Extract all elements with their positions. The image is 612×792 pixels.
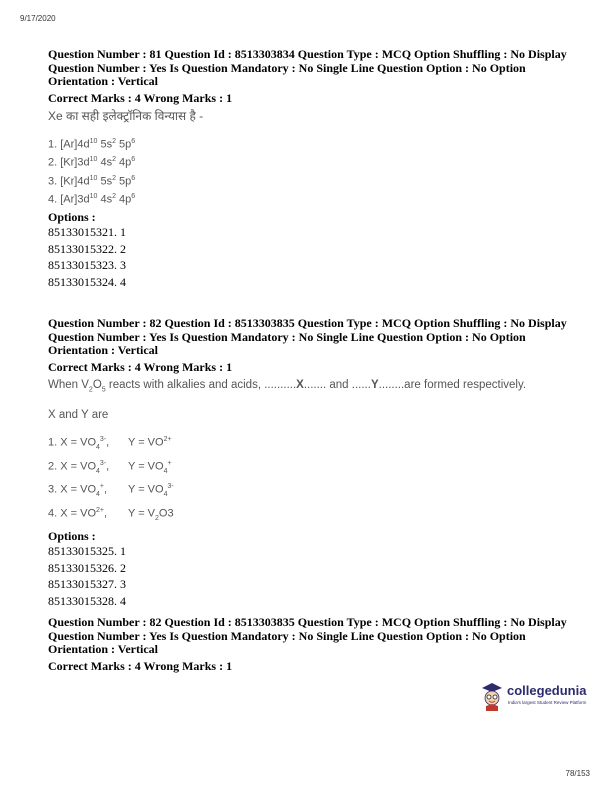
header-line: Question Number : 82 Question Id : 8513303835 Question Type : MCQ Option Shuffling : No Display [48, 615, 567, 629]
brand-name: collegedunia [507, 683, 587, 698]
image-option: 4. $X = VO^{2+}$, $Y = V_2O3$ [48, 507, 174, 523]
header-line: Orientation : Vertical [48, 343, 158, 357]
print-date: 9/17/2020 [20, 14, 56, 23]
question-image-options [48, 432, 578, 527]
image-option: 3. $[Kr]4d^{10}$ $5s^2$ $5p^6$ [48, 174, 136, 188]
question-82 [48, 317, 578, 609]
question-header [48, 616, 578, 657]
option-item: 85133015324. 4 [48, 274, 126, 289]
image-option: 2. $[Kr]3d^{10}$ $4s^2$ $4p^6$ [48, 156, 136, 169]
image-option: 4. $[Ar]3d^{10}$ $4s^2$ $4p^6$ [48, 193, 136, 207]
option-item: 85133015323. 3 [48, 258, 126, 273]
brand-tagline: India's largest Student Review Platform [508, 700, 587, 705]
option-item: 85133015328. 4 [48, 593, 126, 608]
header-line: Question Number : Yes Is Question Mandatory : No Single Line Question Option : No Option [48, 329, 526, 344]
question-header [48, 48, 578, 89]
option-item: 85133015321. 1 [48, 225, 126, 240]
option-item: 85133015327. 3 [48, 577, 126, 592]
collegedunia-logo [480, 680, 590, 714]
question-81 [48, 48, 578, 290]
image-option: 2. $X = VO_4^{3-}$, $Y = VO_4^+$ [48, 459, 172, 475]
question-header [48, 317, 578, 358]
header-line: Orientation : Vertical [48, 642, 158, 656]
option-item: 85133015322. 2 [48, 241, 126, 256]
question-stem: Xe का सही इलेक्ट्रॉनिक विन्यास है - [48, 108, 204, 123]
mascot-icon [480, 682, 504, 712]
options-label: Options : [48, 210, 96, 225]
question-subtext: X and Y are [48, 408, 109, 421]
header-line: Question Number : Yes Is Question Mandatory : No Single Line Question Option : No Option [48, 628, 526, 643]
header-line: Orientation : Vertical [48, 74, 158, 88]
image-option: 1. $X = VO_4^{3-}$, $Y = VO^{2+}$ [48, 435, 172, 451]
option-item: 85133015326. 2 [48, 560, 126, 575]
page-number: 78/153 [565, 769, 590, 778]
image-option: 3. $X = VO_4^+$, $Y = VO_4^{3-}$ [48, 483, 174, 499]
question-marks: Correct Marks : 4 Wrong Marks : 1 [48, 359, 233, 374]
question-82-continued [48, 616, 578, 673]
header-line: Question Number : 82 Question Id : 8513303835 Question Type : MCQ Option Shuffling : No Display [48, 316, 567, 330]
image-option: 1. $[Ar]4d^{10}$ $5s^2$ $5p^6$ [48, 137, 136, 151]
header-line: Question Number : 81 Question Id : 8513303834 Question Type : MCQ Option Shuffling : No Display [48, 47, 567, 61]
option-item: 85133015325. 1 [48, 544, 126, 559]
question-marks: Correct Marks : 4 Wrong Marks : 1 [48, 90, 233, 105]
header-line: Question Number : Yes Is Question Mandatory : No Single Line Question Option : No Option [48, 60, 526, 75]
options-label: Options : [48, 529, 96, 544]
question-marks: Correct Marks : 4 Wrong Marks : 1 [48, 658, 233, 673]
question-image-options [48, 134, 578, 209]
question-stem: When $V_2O_5$ reacts with alkalies and acids, ..........X....... and ......Y........are formed respectively. [48, 378, 527, 393]
